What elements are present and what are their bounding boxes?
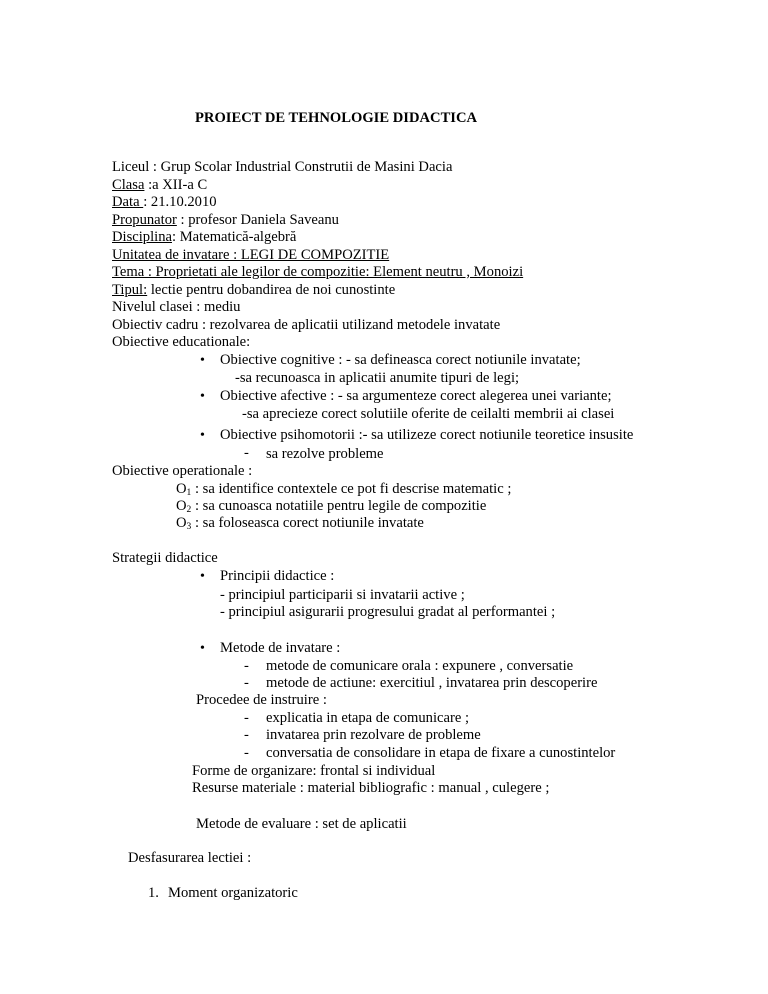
operational-text: : sa foloseasca corect notiunile invatate	[191, 515, 424, 531]
metode-evaluare: Metode de evaluare : set de aplicatii	[196, 816, 407, 832]
dash-icon: -	[244, 445, 249, 461]
tipul-value: lectie pentru dobandirea de noi cunostinte	[147, 282, 396, 298]
procedee-item: invatarea prin rezolvare de probleme	[266, 727, 481, 743]
obiective-educationale-heading: Obiective educationale:	[112, 334, 251, 350]
principii-heading: Principii didactice :	[220, 568, 335, 584]
data-label: Data	[112, 194, 144, 210]
operational-letter: O	[176, 515, 187, 531]
data-value: : 21.10.2010	[143, 194, 217, 210]
obiective-cognitive-2: -sa recunoasca in aplicatii anumite tipuri de legi;	[235, 370, 520, 386]
dash-icon: -	[244, 710, 249, 726]
operational-index: 2	[186, 505, 192, 515]
metode-item: metode de comunicare orala : expunere , conversatie	[266, 658, 574, 674]
operational-text: : sa cunoasca notatiile pentru legile de compozitie	[191, 498, 487, 514]
resurse-materiale: Resurse materiale : material bibliografic : manual , culegere ;	[192, 780, 550, 796]
propunator-line	[112, 212, 339, 230]
obiective-cognitive: Obiective cognitive : - sa defineasca corect notiunile invatate;	[220, 352, 581, 368]
forme-organizare: Forme de organizare: frontal si individual	[192, 763, 436, 779]
clasa-value: :a XII-a C	[144, 177, 208, 193]
obiective-psihomotorii: Obiective psihomotorii :- sa utilizeze corect notiunile teoretice insusite	[220, 427, 634, 443]
obiective-afective: Obiective afective : - sa argumenteze corect alegerea unei variante;	[220, 388, 612, 404]
strategii-heading: Strategii didactice	[112, 550, 218, 566]
data-line	[112, 194, 217, 212]
dash-icon: -	[244, 675, 249, 691]
obiective-operationale-heading: Obiective operationale :	[112, 463, 253, 479]
operational-index: 3	[186, 522, 192, 532]
bullet-icon: •	[200, 428, 205, 443]
procedee-item: explicatia in etapa de comunicare ;	[266, 710, 469, 726]
dash-icon: -	[244, 658, 249, 674]
liceu-line: Liceul : Grup Scolar Industrial Construtii de Masini Dacia	[112, 159, 453, 175]
operational-text: : sa identifice contextele ce pot fi descrise matematic ;	[191, 481, 512, 497]
metode-item: metode de actiune: exercitiul , invatarea prin descoperire	[266, 675, 598, 691]
procedee-item: conversatia de consolidare in etapa de fixare a cunostintelor	[266, 745, 616, 761]
principii-item: - principiul participarii si invatarii active ;	[220, 587, 465, 603]
principii-item: - principiul asigurarii progresului gradat al performantei ;	[220, 604, 556, 620]
operational-item-3	[176, 515, 424, 537]
disciplina-line	[112, 229, 296, 247]
tipul-line	[112, 282, 395, 300]
obiective-afective-2: -sa aprecieze corect solutiile oferite de ceilalti membrii ai clasei	[242, 406, 615, 422]
obiective-psihomotorii-2: sa rezolve probleme	[266, 446, 384, 462]
tipul-label: Tipul:	[112, 282, 148, 298]
operational-letter: O	[176, 481, 187, 497]
bullet-icon: •	[200, 569, 205, 584]
bullet-icon: •	[200, 353, 205, 368]
operational-index: 1	[186, 488, 192, 498]
metode-heading: Metode de invatare :	[220, 640, 341, 656]
nivelul-line: Nivelul clasei : mediu	[112, 299, 241, 315]
propunator-value: : profesor Daniela Saveanu	[176, 212, 339, 228]
dash-icon: -	[244, 727, 249, 743]
disciplina-value: : Matematică-algebră	[172, 229, 297, 245]
unitatea-line: Unitatea de invatare : LEGI DE COMPOZITIE	[112, 247, 390, 263]
obiectiv-cadru-line: Obiectiv cadru : rezolvarea de aplicatii utilizand metodele invatate	[112, 317, 501, 333]
dash-icon: -	[244, 745, 249, 761]
page-title: PROIECT DE TEHNOLOGIE DIDACTICA	[195, 110, 478, 126]
operational-letter: O	[176, 498, 187, 514]
tema-line: Tema : Proprietati ale legilor de compozitie: Element neutru , Monoizi	[112, 264, 524, 280]
bullet-icon: •	[200, 389, 205, 404]
bullet-icon: •	[200, 641, 205, 656]
list-number: 1.	[148, 885, 159, 901]
procedee-heading: Procedee de instruire :	[196, 692, 327, 708]
moment-organizatoric: Moment organizatoric	[168, 885, 298, 901]
disciplina-label: Disciplina	[112, 229, 172, 245]
clasa-line	[112, 177, 207, 195]
desfasurarea-heading: Desfasurarea lectiei :	[128, 850, 252, 866]
propunator-label: Propunator	[112, 212, 177, 228]
clasa-label: Clasa	[112, 177, 145, 193]
